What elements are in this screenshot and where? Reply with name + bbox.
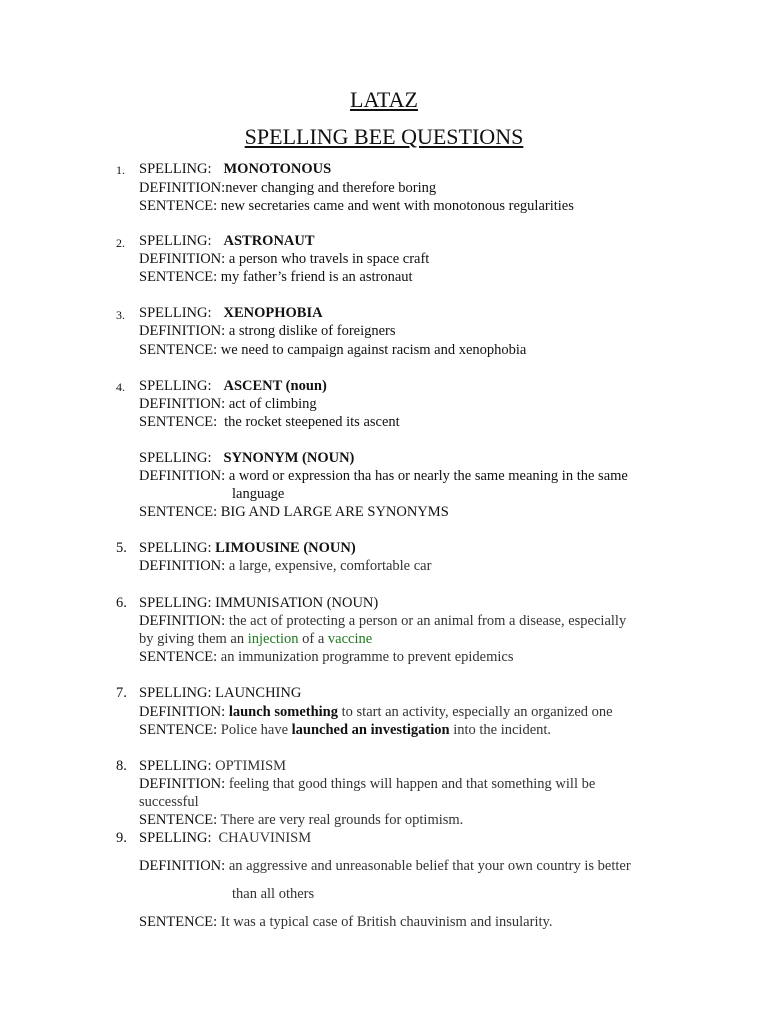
sentence-text: my father’s friend is an astronaut — [220, 269, 413, 285]
definition-label: DEFINITION: — [139, 468, 226, 484]
sentence-line — [139, 413, 400, 431]
sentence-text: into the incident. — [449, 722, 552, 738]
spelling-word: CHAUVINISM — [218, 830, 312, 846]
sentence-label: SENTENCE: — [139, 504, 218, 520]
definition-text: the act of protecting a person or an animal from a disease, especially — [228, 613, 627, 629]
sentence-text: we need to campaign against racism and xenophobia — [220, 342, 527, 358]
definition-label: DEFINITION: — [139, 558, 226, 574]
sentence-text: Police have — [220, 722, 292, 738]
sentence-bold: launched an investigation — [291, 722, 450, 738]
spelling-label: SPELLING: — [139, 830, 212, 846]
spelling-word: ASTRONAUT — [223, 233, 315, 249]
document-title: LATAZ — [350, 87, 418, 112]
sentence-line — [139, 648, 514, 666]
definition-text: act of climbing — [228, 396, 317, 412]
spelling-line — [139, 594, 378, 612]
sentence-text: new secretaries came and went with monotonous regularities — [220, 198, 574, 214]
item-number: 7. — [116, 685, 127, 701]
definition-text: to start an activity, especially an organized one — [338, 704, 613, 720]
definition-line — [139, 467, 628, 485]
item-number: 1. — [116, 163, 125, 177]
definition-text: by giving them an — [139, 631, 248, 647]
definition-label: DEFINITION: — [139, 323, 226, 339]
sentence-text: There are very real grounds for optimism. — [220, 812, 464, 828]
spelling-word: ASCENT (noun) — [223, 378, 327, 394]
definition-line — [139, 395, 317, 413]
definition-continuation: language — [232, 486, 285, 502]
sentence-label: SENTENCE: — [139, 198, 218, 214]
definition-label: DEFINITION: — [139, 613, 226, 629]
spelling-label: SPELLING: — [139, 540, 212, 556]
definition-line — [139, 250, 429, 268]
definition-text: a person who travels in space craft — [228, 251, 430, 267]
definition-label: DEFINITION: — [139, 858, 226, 874]
definition-text: of a — [298, 631, 328, 647]
sentence-text: an immunization programme to prevent epidemics — [220, 649, 514, 665]
spelling-line — [139, 232, 315, 250]
spelling-word: OPTIMISM — [215, 758, 287, 774]
sentence-label: SENTENCE: — [139, 269, 218, 285]
sentence-line — [139, 268, 413, 286]
spelling-label: SPELLING: — [139, 233, 212, 249]
sentence-line — [139, 811, 463, 829]
definition-text: a large, expensive, comfortable car — [228, 558, 432, 574]
item-number: 9. — [116, 830, 127, 846]
spelling-line — [139, 304, 323, 322]
spelling-line — [139, 160, 331, 178]
definition-line — [139, 612, 626, 630]
spelling-line — [139, 449, 354, 467]
definition-bold: launch something — [228, 704, 338, 720]
sentence-line — [139, 503, 449, 521]
definition-line — [139, 857, 631, 875]
definition-label: DEFINITION: — [139, 396, 226, 412]
spelling-label: SPELLING: — [139, 685, 212, 701]
spelling-label: SPELLING: — [139, 305, 212, 321]
item-number: 4. — [116, 380, 125, 394]
definition-label: DEFINITION: — [139, 251, 226, 267]
definition-label: DEFINITION: — [139, 776, 226, 792]
definition-continuation — [139, 630, 372, 648]
item-number: 3. — [116, 308, 125, 322]
sentence-line — [139, 913, 552, 931]
sentence-label: SENTENCE: — [139, 914, 218, 930]
definition-line — [139, 179, 436, 197]
spelling-line — [139, 377, 327, 395]
definition-label: DEFINITION: — [139, 180, 226, 196]
definition-line — [139, 775, 595, 793]
definition-line — [139, 703, 613, 721]
injection-link[interactable]: injection — [247, 631, 299, 647]
sentence-label: SENTENCE: — [139, 649, 218, 665]
spelling-line — [139, 829, 311, 847]
definition-continuation: than all others — [232, 886, 315, 902]
sentence-text: the rocket steepened its ascent — [224, 414, 400, 430]
definition-text: feeling that good things will happen and that something will be — [228, 776, 596, 792]
spelling-word: SYNONYM (NOUN) — [223, 450, 355, 466]
item-number: 6. — [116, 595, 127, 611]
definition-line — [139, 322, 396, 340]
definition-label: DEFINITION: — [139, 704, 226, 720]
spelling-label: SPELLING: — [139, 378, 212, 394]
definition-line — [139, 557, 431, 575]
spelling-line — [139, 539, 356, 557]
definition-continuation: successful — [139, 794, 199, 810]
sentence-label: SENTENCE: — [139, 722, 218, 738]
definition-text: never changing and therefore boring — [225, 180, 437, 196]
sentence-line — [139, 721, 551, 739]
sentence-line — [139, 197, 574, 215]
document-subtitle: SPELLING BEE QUESTIONS — [244, 124, 524, 149]
definition-text: a word or expression tha has or nearly the same meaning in the same — [228, 468, 628, 484]
item-number: 8. — [116, 758, 127, 774]
spelling-label: SPELLING: — [139, 595, 212, 611]
sentence-label: SENTENCE: — [139, 812, 218, 828]
spelling-word: IMMUNISATION (NOUN) — [215, 595, 379, 611]
definition-text: an aggressive and unreasonable belief that your own country is better — [228, 858, 631, 874]
spelling-line — [139, 684, 301, 702]
spelling-word: LAUNCHING — [215, 685, 302, 701]
sentence-text: BIG AND LARGE ARE SYNONYMS — [220, 504, 449, 520]
sentence-text: It was a typical case of British chauvinism and insularity. — [220, 914, 553, 930]
item-number: 2. — [116, 236, 125, 250]
spelling-label: SPELLING: — [139, 450, 212, 466]
vaccine-link[interactable]: vaccine — [327, 631, 373, 647]
sentence-label: SENTENCE: — [139, 342, 218, 358]
item-number: 5. — [116, 540, 127, 556]
spelling-word: LIMOUSINE (NOUN) — [215, 540, 356, 556]
spelling-label: SPELLING: — [139, 161, 212, 177]
spelling-label: SPELLING: — [139, 758, 212, 774]
sentence-label: SENTENCE: — [139, 414, 218, 430]
sentence-line — [139, 341, 526, 359]
spelling-word: XENOPHOBIA — [223, 305, 323, 321]
definition-text: a strong dislike of foreigners — [228, 323, 396, 339]
spelling-word: MONOTONOUS — [223, 161, 332, 177]
spelling-line — [139, 757, 286, 775]
